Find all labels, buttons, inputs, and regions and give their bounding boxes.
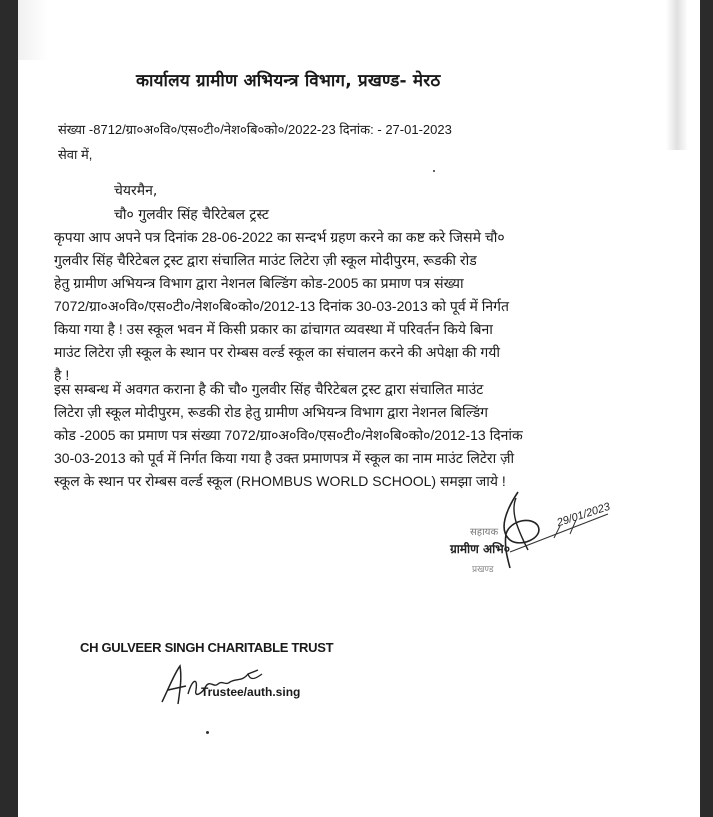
addressee-organization: चौ० गुलवीर सिंह चैरिटेबल ट्रस्ट	[114, 207, 269, 223]
paragraph-line: स्कूल के स्थान पर रोम्बस वर्ल्ड स्कूल (RHOMBUS WORLD SCHOOL) समझा जाये !	[54, 473, 506, 489]
page-edge-shadow	[18, 0, 48, 60]
reference-line: संख्या -8712/ग्रा०अ०वि०/एस०टी०/नेश०बि०को०/2022-23 दिनांक: - 27-01-2023	[58, 122, 452, 137]
paragraph-1	[54, 226, 634, 387]
paragraph-2	[54, 378, 634, 493]
paragraph-line: लिटेरा ज़ी स्कूल मोदीपुरम, रूडकी रोड हेतु ग्रामीण अभियन्त्र विभाग द्वारा नेशनल बिल्डिंग	[54, 404, 489, 420]
paragraph-line: कृपया आप अपने पत्र दिनांक 28-06-2022 का सन्दर्भ ग्रहण करने का कष्ट करे जिसमे चौ०	[54, 229, 505, 245]
paragraph-line: है !	[54, 367, 70, 383]
paragraph-line: 7072/ग्रा०अ०वि०/एस०टी०/नेश०बि०को०/2012-13 दिनांक 30-03-2013 को पूर्व में निर्गत	[54, 298, 510, 314]
paragraph-line: इस सम्बन्ध में अवगत कराना है की चौ० गुलवीर सिंह चैरिटेबल ट्रस्ट द्वारा संचालित माउंट	[54, 381, 484, 397]
signature-date: 29/01/2023	[555, 500, 612, 530]
office-title: कार्यालय ग्रामीण अभियन्त्र विभाग, प्रखण्ड- मेरठ	[136, 71, 441, 91]
trust-name: CH GULVEER SINGH CHARITABLE TRUST	[80, 640, 334, 655]
paragraph-line: हेतु ग्रामीण अभियन्त्र विभाग द्वारा नेशनल बिल्डिंग कोड-2005 का प्रमाण पत्र संख्या	[54, 275, 464, 291]
scan-speck	[433, 170, 435, 172]
stamp-line-1: सहायक	[470, 527, 499, 538]
document-page	[18, 0, 700, 817]
stamp-line-3: प्रखण्ड	[472, 565, 494, 575]
paragraph-line: 30-03-2013 को पूर्व में निर्गत किया गया है उक्त प्रमाणपत्र में स्कूल का नाम माउंट लिटेरा ज़ी	[54, 450, 515, 466]
official-stamp	[450, 520, 610, 580]
stamp-line-2: ग्रामीण अभि०	[450, 542, 510, 556]
addressee-title: चेयरमैन,	[114, 183, 158, 199]
scan-speck	[206, 731, 209, 734]
salutation: सेवा में,	[58, 147, 93, 162]
page-fold-shadow	[666, 0, 688, 150]
paragraph-line: किया गया है ! उस स्कूल भवन में किसी प्रकार का ढांचागत व्यवस्था में परिवर्तन किये बिना	[54, 321, 493, 337]
trustee-role: Trustee/auth.sing	[201, 685, 301, 699]
paragraph-line: गुलवीर सिंह चैरिटेबल ट्रस्ट द्वारा संचालित माउंट लिटेरा ज़ी स्कूल मोदीपुरम, रूडकी रोड	[54, 252, 477, 268]
paragraph-line: कोड -2005 का प्रमाण पत्र संख्या 7072/ग्रा०अ०वि०/एस०टी०/नेश०बि०को०/2012-13 दिनांक	[54, 427, 523, 443]
paragraph-line: माउंट लिटेरा ज़ी स्कूल के स्थान पर रोम्बस वर्ल्ड स्कूल का संचालन करने की अपेक्षा की गयी	[54, 344, 501, 360]
